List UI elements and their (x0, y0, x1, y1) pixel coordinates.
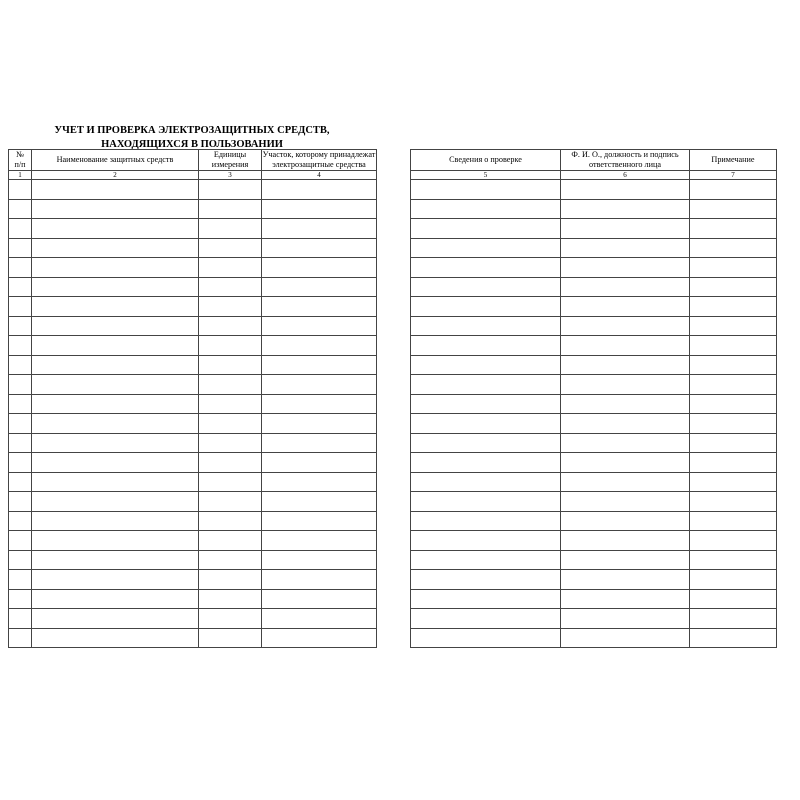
right-table-cell[interactable] (690, 316, 777, 336)
header-row-number (9, 150, 32, 171)
left-table-cell[interactable] (262, 180, 377, 200)
left-table-cell[interactable] (32, 375, 199, 395)
left-table-cell[interactable] (199, 433, 262, 453)
left-table-cell[interactable] (9, 433, 32, 453)
right-table-cell[interactable] (411, 628, 561, 648)
right-table-cell[interactable] (411, 511, 561, 531)
left-journal-table (8, 149, 377, 648)
left-table-cell[interactable] (9, 550, 32, 570)
right-table-row (411, 277, 777, 297)
right-column-number-row (411, 171, 777, 180)
header-item-name: Наименование защитных средств (32, 150, 199, 171)
right-table-cell[interactable] (690, 355, 777, 375)
left-table-cell[interactable] (32, 316, 199, 336)
right-table-row (411, 375, 777, 395)
right-table-cell[interactable] (411, 316, 561, 336)
header-responsible-person-line-1: Ф. И. О., должность и подпись (571, 150, 679, 159)
left-table-cell[interactable] (199, 492, 262, 512)
left-table-cell[interactable] (9, 297, 32, 317)
header-row-number-line-1: № (16, 150, 24, 159)
right-table-cell[interactable] (561, 316, 690, 336)
right-table-cell[interactable] (690, 492, 777, 512)
left-table-cell[interactable] (199, 570, 262, 590)
left-table-row (9, 375, 377, 395)
left-table-cell[interactable] (9, 511, 32, 531)
right-table-cell[interactable] (561, 433, 690, 453)
column-number: 2 (32, 171, 199, 180)
right-table-cell[interactable] (690, 219, 777, 239)
header-units-line-2: измерения (211, 160, 249, 169)
left-table-cell[interactable] (9, 589, 32, 609)
left-table-cell[interactable] (262, 531, 377, 551)
header-units-line-1: Единицы (213, 150, 247, 159)
left-table-cell[interactable] (32, 550, 199, 570)
left-table-cell[interactable] (9, 219, 32, 239)
column-number: 1 (9, 171, 32, 180)
left-table-cell[interactable] (32, 258, 199, 278)
left-table-cell[interactable] (199, 609, 262, 629)
left-table-row (9, 180, 377, 200)
left-table-cell[interactable] (262, 375, 377, 395)
left-table-cell[interactable] (262, 550, 377, 570)
right-table-cell[interactable] (411, 472, 561, 492)
left-table-cell[interactable] (262, 570, 377, 590)
left-table-row (9, 472, 377, 492)
header-site (262, 150, 377, 171)
left-table-row (9, 199, 377, 219)
left-table-row (9, 531, 377, 551)
right-table-cell[interactable] (561, 199, 690, 219)
right-table-cell[interactable] (411, 570, 561, 590)
right-table-cell[interactable] (690, 258, 777, 278)
right-table-cell[interactable] (561, 277, 690, 297)
left-table-cell[interactable] (262, 355, 377, 375)
header-row-number-line-2: п/п (14, 160, 26, 169)
left-table-row (9, 394, 377, 414)
left-table-cell[interactable] (199, 238, 262, 258)
left-table-row (9, 414, 377, 434)
right-table-cell[interactable] (690, 180, 777, 200)
column-number: 3 (199, 171, 262, 180)
right-table-cell[interactable] (561, 492, 690, 512)
left-table-cell[interactable] (199, 297, 262, 317)
left-table-row (9, 336, 377, 356)
right-table-cell[interactable] (561, 414, 690, 434)
right-table-cell[interactable] (411, 589, 561, 609)
right-table-cell[interactable] (690, 297, 777, 317)
left-table-cell[interactable] (262, 219, 377, 239)
right-table-cell[interactable] (411, 219, 561, 239)
right-table-row (411, 414, 777, 434)
left-table-cell[interactable] (199, 453, 262, 473)
left-table-cell[interactable] (262, 589, 377, 609)
left-table-cell[interactable] (9, 414, 32, 434)
left-table-row (9, 511, 377, 531)
right-table-cell[interactable] (690, 609, 777, 629)
right-table-cell[interactable] (561, 531, 690, 551)
right-table-cell[interactable] (690, 589, 777, 609)
right-table-cell[interactable] (561, 472, 690, 492)
page-title (8, 124, 376, 152)
left-table-cell[interactable] (9, 180, 32, 200)
left-table-cell[interactable] (262, 433, 377, 453)
left-table-cell[interactable] (9, 375, 32, 395)
left-table-cell[interactable] (199, 589, 262, 609)
left-table-cell[interactable] (199, 511, 262, 531)
page-title-line-1: УЧЕТ И ПРОВЕРКА ЭЛЕКТРОЗАЩИТНЫХ СРЕДСТВ, (54, 125, 330, 136)
left-header-row (9, 150, 377, 171)
right-table-cell[interactable] (411, 414, 561, 434)
right-table-cell[interactable] (690, 550, 777, 570)
left-table-cell[interactable] (9, 628, 32, 648)
right-table-cell[interactable] (561, 570, 690, 590)
right-table-row (411, 453, 777, 473)
right-table-cell[interactable] (690, 199, 777, 219)
left-table-cell[interactable] (199, 531, 262, 551)
right-table-row (411, 589, 777, 609)
right-table-row (411, 433, 777, 453)
left-table-cell[interactable] (199, 180, 262, 200)
right-table-row (411, 258, 777, 278)
left-table-cell[interactable] (262, 609, 377, 629)
right-table-cell[interactable] (561, 375, 690, 395)
right-table-cell[interactable] (561, 355, 690, 375)
left-table-row (9, 589, 377, 609)
right-table-row (411, 394, 777, 414)
left-table-row (9, 628, 377, 648)
right-table-cell[interactable] (690, 628, 777, 648)
right-table-cell[interactable] (411, 394, 561, 414)
left-table-cell[interactable] (32, 219, 199, 239)
left-table-cell[interactable] (199, 375, 262, 395)
left-table-cell[interactable] (9, 336, 32, 356)
right-table-cell[interactable] (690, 531, 777, 551)
right-table-cell[interactable] (690, 375, 777, 395)
right-table-cell[interactable] (690, 472, 777, 492)
left-table-cell[interactable] (199, 258, 262, 278)
left-table-row (9, 355, 377, 375)
column-number: 4 (262, 171, 377, 180)
left-column-number-row (9, 171, 377, 180)
left-table-cell[interactable] (32, 531, 199, 551)
left-table-cell[interactable] (199, 550, 262, 570)
left-table-cell[interactable] (32, 570, 199, 590)
left-table-row (9, 550, 377, 570)
left-table-cell[interactable] (9, 453, 32, 473)
right-table-cell[interactable] (561, 628, 690, 648)
right-table-cell[interactable] (690, 453, 777, 473)
left-table-cell[interactable] (262, 316, 377, 336)
right-table-cell[interactable] (411, 238, 561, 258)
left-table-row (9, 238, 377, 258)
left-table-cell[interactable] (262, 511, 377, 531)
left-table-cell[interactable] (32, 336, 199, 356)
right-table-cell[interactable] (690, 277, 777, 297)
left-table-cell[interactable] (9, 316, 32, 336)
left-table-cell[interactable] (32, 609, 199, 629)
right-table-cell[interactable] (561, 297, 690, 317)
right-table-cell[interactable] (561, 394, 690, 414)
right-table-cell[interactable] (561, 589, 690, 609)
right-table-cell[interactable] (411, 297, 561, 317)
right-table-cell[interactable] (561, 511, 690, 531)
right-table-row (411, 297, 777, 317)
left-table-cell[interactable] (199, 336, 262, 356)
left-table-cell[interactable] (262, 394, 377, 414)
right-table-cell[interactable] (411, 550, 561, 570)
left-table-cell[interactable] (32, 414, 199, 434)
left-table-row (9, 570, 377, 590)
left-table-row (9, 433, 377, 453)
left-table-cell[interactable] (9, 258, 32, 278)
left-table-cell[interactable] (32, 277, 199, 297)
left-table-cell[interactable] (32, 511, 199, 531)
right-table-cell[interactable] (690, 336, 777, 356)
left-table-row (9, 453, 377, 473)
right-table-cell[interactable] (411, 609, 561, 629)
left-table-cell[interactable] (9, 531, 32, 551)
left-table-cell[interactable] (32, 180, 199, 200)
left-table-cell[interactable] (9, 355, 32, 375)
left-table-cell[interactable] (32, 492, 199, 512)
column-number: 6 (561, 171, 690, 180)
right-table-row (411, 511, 777, 531)
left-table-cell[interactable] (32, 453, 199, 473)
right-table-row (411, 219, 777, 239)
left-table-cell[interactable] (262, 492, 377, 512)
header-site-line-2: электрозащитные средства (272, 160, 366, 169)
header-inspection-info: Сведения о проверке (411, 150, 561, 171)
left-table-cell[interactable] (9, 609, 32, 629)
header-site-line-1: Участок, которому принадлежат (262, 150, 376, 159)
right-table-cell[interactable] (411, 336, 561, 356)
left-table-cell[interactable] (262, 336, 377, 356)
right-table-cell[interactable] (411, 355, 561, 375)
right-table-row (411, 531, 777, 551)
right-journal-table (410, 149, 777, 648)
left-table-cell[interactable] (9, 570, 32, 590)
header-units (199, 150, 262, 171)
left-table-cell[interactable] (262, 277, 377, 297)
left-table-row (9, 609, 377, 629)
right-table-cell[interactable] (561, 550, 690, 570)
right-table-cell[interactable] (561, 180, 690, 200)
right-table-cell[interactable] (690, 433, 777, 453)
left-table-row (9, 492, 377, 512)
left-table-cell[interactable] (262, 238, 377, 258)
right-table-cell[interactable] (411, 453, 561, 473)
left-table-cell[interactable] (199, 219, 262, 239)
left-table-cell[interactable] (9, 472, 32, 492)
left-table-cell[interactable] (199, 199, 262, 219)
column-number: 5 (411, 171, 561, 180)
left-table-row (9, 219, 377, 239)
right-table-row (411, 492, 777, 512)
right-table-cell[interactable] (690, 570, 777, 590)
left-table-cell[interactable] (9, 199, 32, 219)
right-table-cell[interactable] (411, 258, 561, 278)
right-table-cell[interactable] (561, 336, 690, 356)
right-table-row (411, 199, 777, 219)
right-table-cell[interactable] (690, 394, 777, 414)
left-table-cell[interactable] (32, 199, 199, 219)
right-table-row (411, 336, 777, 356)
left-table-cell[interactable] (199, 394, 262, 414)
left-table-cell[interactable] (262, 199, 377, 219)
column-number: 7 (690, 171, 777, 180)
left-table-cell[interactable] (32, 394, 199, 414)
left-table-cell[interactable] (199, 355, 262, 375)
right-table-cell[interactable] (561, 219, 690, 239)
right-table-cell[interactable] (411, 180, 561, 200)
left-table-cell[interactable] (199, 414, 262, 434)
left-table-cell[interactable] (32, 238, 199, 258)
right-table-row (411, 628, 777, 648)
left-table-cell[interactable] (9, 394, 32, 414)
right-table-row (411, 355, 777, 375)
left-table-cell[interactable] (32, 589, 199, 609)
left-table-cell[interactable] (199, 316, 262, 336)
right-table-cell[interactable] (561, 609, 690, 629)
left-table-cell[interactable] (262, 453, 377, 473)
left-table-cell[interactable] (32, 472, 199, 492)
right-table-row (411, 550, 777, 570)
right-table-cell[interactable] (411, 492, 561, 512)
left-table-row (9, 258, 377, 278)
right-table-row (411, 609, 777, 629)
left-table-row (9, 297, 377, 317)
right-table-cell[interactable] (411, 277, 561, 297)
left-table-cell[interactable] (32, 355, 199, 375)
right-table-cell[interactable] (411, 199, 561, 219)
right-table-row (411, 472, 777, 492)
left-table-cell[interactable] (9, 492, 32, 512)
left-table-cell[interactable] (262, 628, 377, 648)
right-table-cell[interactable] (411, 433, 561, 453)
left-table-row (9, 316, 377, 336)
right-table-cell[interactable] (411, 531, 561, 551)
left-table-cell[interactable] (9, 238, 32, 258)
left-table-cell[interactable] (32, 297, 199, 317)
page-title-line-2: НАХОДЯЩИХСЯ В ПОЛЬЗОВАНИИ (101, 139, 283, 150)
right-header-row (411, 150, 777, 171)
left-table-cell[interactable] (199, 472, 262, 492)
right-table-cell[interactable] (411, 375, 561, 395)
right-table-row (411, 238, 777, 258)
right-table-cell[interactable] (690, 511, 777, 531)
left-table-cell[interactable] (262, 414, 377, 434)
left-table-cell[interactable] (9, 277, 32, 297)
left-table-cell[interactable] (199, 277, 262, 297)
left-table-cell[interactable] (262, 472, 377, 492)
right-table-cell[interactable] (561, 453, 690, 473)
header-note: Примечание (690, 150, 777, 171)
left-table-cell[interactable] (32, 433, 199, 453)
left-table-cell[interactable] (32, 628, 199, 648)
left-table-cell[interactable] (262, 297, 377, 317)
header-responsible-person-line-2: ответственного лица (589, 160, 661, 169)
right-table-cell[interactable] (561, 258, 690, 278)
right-table-row (411, 316, 777, 336)
left-table-cell[interactable] (199, 628, 262, 648)
header-responsible-person (561, 150, 690, 171)
right-table-cell[interactable] (561, 238, 690, 258)
right-table-row (411, 570, 777, 590)
right-table-cell[interactable] (690, 238, 777, 258)
right-table-row (411, 180, 777, 200)
left-table-cell[interactable] (262, 258, 377, 278)
right-table-cell[interactable] (690, 414, 777, 434)
left-table-row (9, 277, 377, 297)
